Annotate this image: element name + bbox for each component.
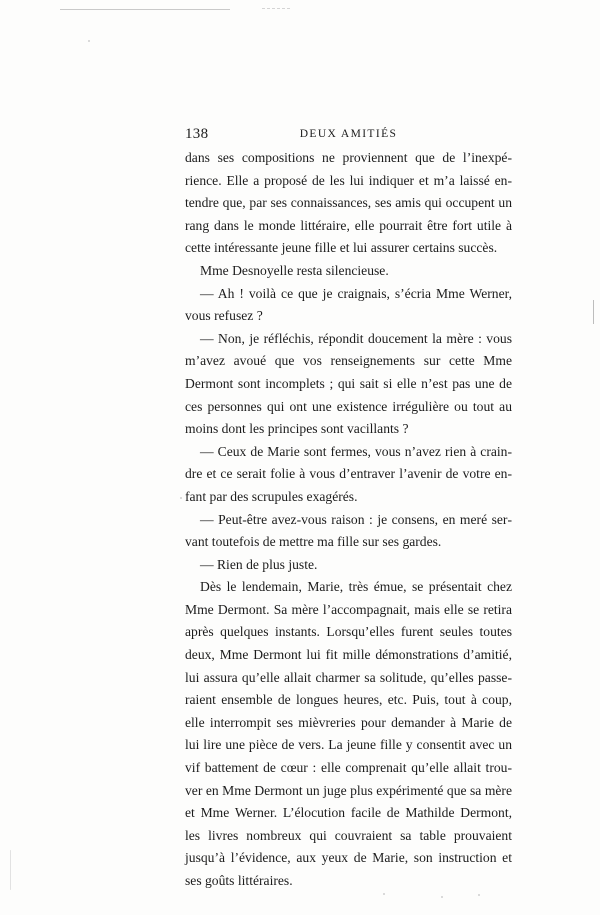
paper-speck (88, 40, 90, 42)
paragraph: Dès le lendemain, Marie, très émue, se présentait chez Mme Dermont. Sa mère l’accompagnait, mais elle se retira après quelques instants. Lorsqu’elles furent seules toutes deux, Mme Dermont lui fit mille démonstrations d’amitié, lui assura qu’elle allait charmer sa solitude, qu’elles passeraient ensemble de longues heures, etc. Puis, tout à coup, elle interrompit ses mièvreries pour demander à Marie de lui lire une pièce de vers. La jeune fille y consentit avec un vif battement de cœur : elle comprenait qu’elle allait trouver en Mme Dermont un juge plus expérimenté que sa mère et Mme Werner. L’élocution facile de Mathilde Dermont, les livres nombreux qui couvraient sa table prouvaient jusqu’à l’évidence, aux yeux de Marie, son instruction et ses goûts littéraires. (185, 579, 512, 888)
body-text (185, 147, 512, 893)
top-edge-mark (262, 8, 290, 9)
paper-speck (180, 497, 182, 499)
paragraph: — Rien de plus juste. (200, 556, 318, 572)
running-title: DEUX AMITIÉS (299, 128, 398, 140)
margin-mark (593, 300, 594, 324)
paragraph: Mme Desnoyelle resta silencieuse. (200, 262, 389, 278)
paper-speck (383, 893, 385, 895)
paragraph: — Peut-être avez-vous raison : je consens, en meré servant toutefois de mettre ma fille sur ses gardes. (185, 511, 512, 550)
top-edge-rule (60, 9, 230, 10)
page-number: 138 (185, 126, 209, 142)
paper-speck (441, 896, 443, 898)
page-header (185, 126, 512, 146)
paragraph: — Non, je réfléchis, répondit doucement la mère : vous m’avez avoué que vos renseignements sur cette Mme Dermont sont incomplets ; qui sait si elle n’est pas une de ces personnes qui ont une existence irrégulière ou tout au moins dont les principes sont vacillants ? (185, 330, 512, 437)
paper-speck (478, 894, 480, 896)
paragraph: — Ah ! voilà ce que je craignais, s’écria Mme Werner, vous refusez ? (185, 285, 512, 324)
paragraph: — Ceux de Marie sont fermes, vous n’avez rien à craindre et ce serait folie à vous d’entraver l’avenir de votre enfant par des scrupules exagérés. (185, 443, 512, 504)
paragraph: dans ses compositions ne proviennent que de l’inexpérience. Elle a proposé de les lui indiquer et m’a laissé entendre que, par ses connaissances, ses amis qui occupent un rang dans le monde littéraire, elle pourrait être fort utile à cette intéressante jeune fille et lui assurer certains succès. (185, 150, 512, 256)
paper-speck (10, 850, 11, 890)
